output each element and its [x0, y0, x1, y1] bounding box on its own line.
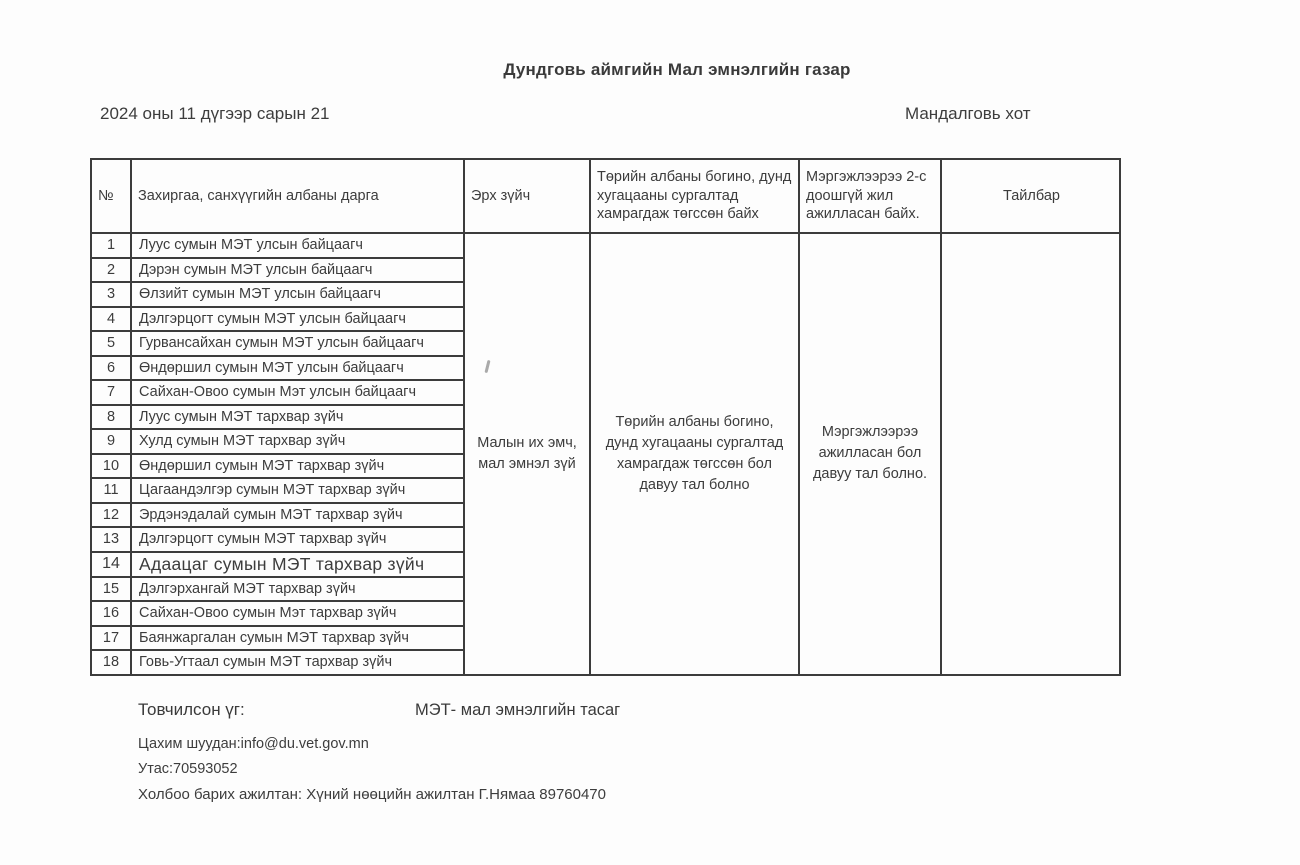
abbreviation-value: МЭТ- мал эмнэлгийн тасаг [415, 701, 621, 719]
email-line: Цахим шуудан:info@du.vet.gov.mn [138, 736, 369, 752]
row-number: 2 [91, 258, 131, 283]
row-number: 13 [91, 527, 131, 552]
row-number: 11 [91, 478, 131, 503]
row-position: Сайхан-Овоо сумын Мэт улсын байцаагч [131, 380, 464, 405]
merged-training-cell: Төрийн албаны богино, дунд хугацааны сургалтад хамрагдаж төгссөн бол давуу тал болно [590, 233, 799, 675]
merged-experience-cell: Мэргэжлээрээ ажилласан бол давуу тал болно. [799, 233, 941, 675]
page-title: Дундговь аймгийн Мал эмнэлгийн газар [503, 60, 851, 79]
abbreviation-label: Товчилсон үг: [138, 700, 245, 719]
row-position: Дэлгэрцогт сумын МЭТ улсын байцаагч [131, 307, 464, 332]
row-position: Луус сумын МЭТ улсын байцаагч [131, 233, 464, 258]
contact-line: Холбоо барих ажилтан: Хүний нөөцийн ажилтан Г.Нямаа 89760470 [138, 786, 606, 803]
header-remark: Тайлбар [941, 159, 1120, 233]
row-number: 16 [91, 601, 131, 626]
row-number: 3 [91, 282, 131, 307]
row-position: Өндөршил сумын МЭТ тархвар зүйч [131, 454, 464, 479]
row-position: Эрдэнэдалай сумын МЭТ тархвар зүйч [131, 503, 464, 528]
header-position: Захиргаа, санхүүгийн албаны дарга [131, 159, 464, 233]
table-header-row [91, 159, 1120, 233]
merged-legal-cell: Малын их эмч, мал эмнэл зүй [464, 233, 590, 675]
row-position: Адаацаг сумын МЭТ тархвар зүйч [131, 552, 464, 577]
merged-remark-cell [941, 233, 1120, 675]
row-position: Цагаандэлгэр сумын МЭТ тархвар зүйч [131, 478, 464, 503]
row-position: Өндөршил сумын МЭТ улсын байцаагч [131, 356, 464, 381]
row-number: 17 [91, 626, 131, 651]
header-number: № [91, 159, 131, 233]
row-position: Дэлгэрхангай МЭТ тархвар зүйч [131, 577, 464, 602]
header-experience: Мэргэжлээрээ 2-с доошгүй жил ажилласан байх. [799, 159, 941, 233]
header-training: Төрийн албаны богино, дунд хугацааны сургалтад хамрагдаж төгссөн байх [590, 159, 799, 233]
row-number: 9 [91, 429, 131, 454]
row-position: Дэлгэрцогт сумын МЭТ тархвар зүйч [131, 527, 464, 552]
row-number: 15 [91, 577, 131, 602]
row-position: Сайхан-Овоо сумын Мэт тархвар зүйч [131, 601, 464, 626]
document-city: Мандалговь хот [905, 104, 1031, 123]
row-number: 12 [91, 503, 131, 528]
row-position: Дэрэн сумын МЭТ улсын байцаагч [131, 258, 464, 283]
row-number: 8 [91, 405, 131, 430]
row-number: 4 [91, 307, 131, 332]
row-position: Гурвансайхан сумын МЭТ улсын байцаагч [131, 331, 464, 356]
row-position: Говь-Угтаал сумын МЭТ тархвар зүйч [131, 650, 464, 675]
row-number: 5 [91, 331, 131, 356]
row-position: Баянжаргалан сумын МЭТ тархвар зүйч [131, 626, 464, 651]
table-row [91, 233, 1120, 258]
row-position: Өлзийт сумын МЭТ улсын байцаагч [131, 282, 464, 307]
document-date: 2024 оны 11 дүгээр сарын 21 [100, 104, 330, 123]
row-number: 14 [91, 552, 131, 577]
row-number: 6 [91, 356, 131, 381]
row-number: 1 [91, 233, 131, 258]
table-body [91, 233, 1120, 675]
header-legal: Эрх зүйч [464, 159, 590, 233]
phone-line: Утас:70593052 [138, 761, 238, 777]
row-position: Хулд сумын МЭТ тархвар зүйч [131, 429, 464, 454]
row-position: Луус сумын МЭТ тархвар зүйч [131, 405, 464, 430]
row-number: 10 [91, 454, 131, 479]
row-number: 7 [91, 380, 131, 405]
row-number: 18 [91, 650, 131, 675]
positions-table [90, 158, 1121, 676]
